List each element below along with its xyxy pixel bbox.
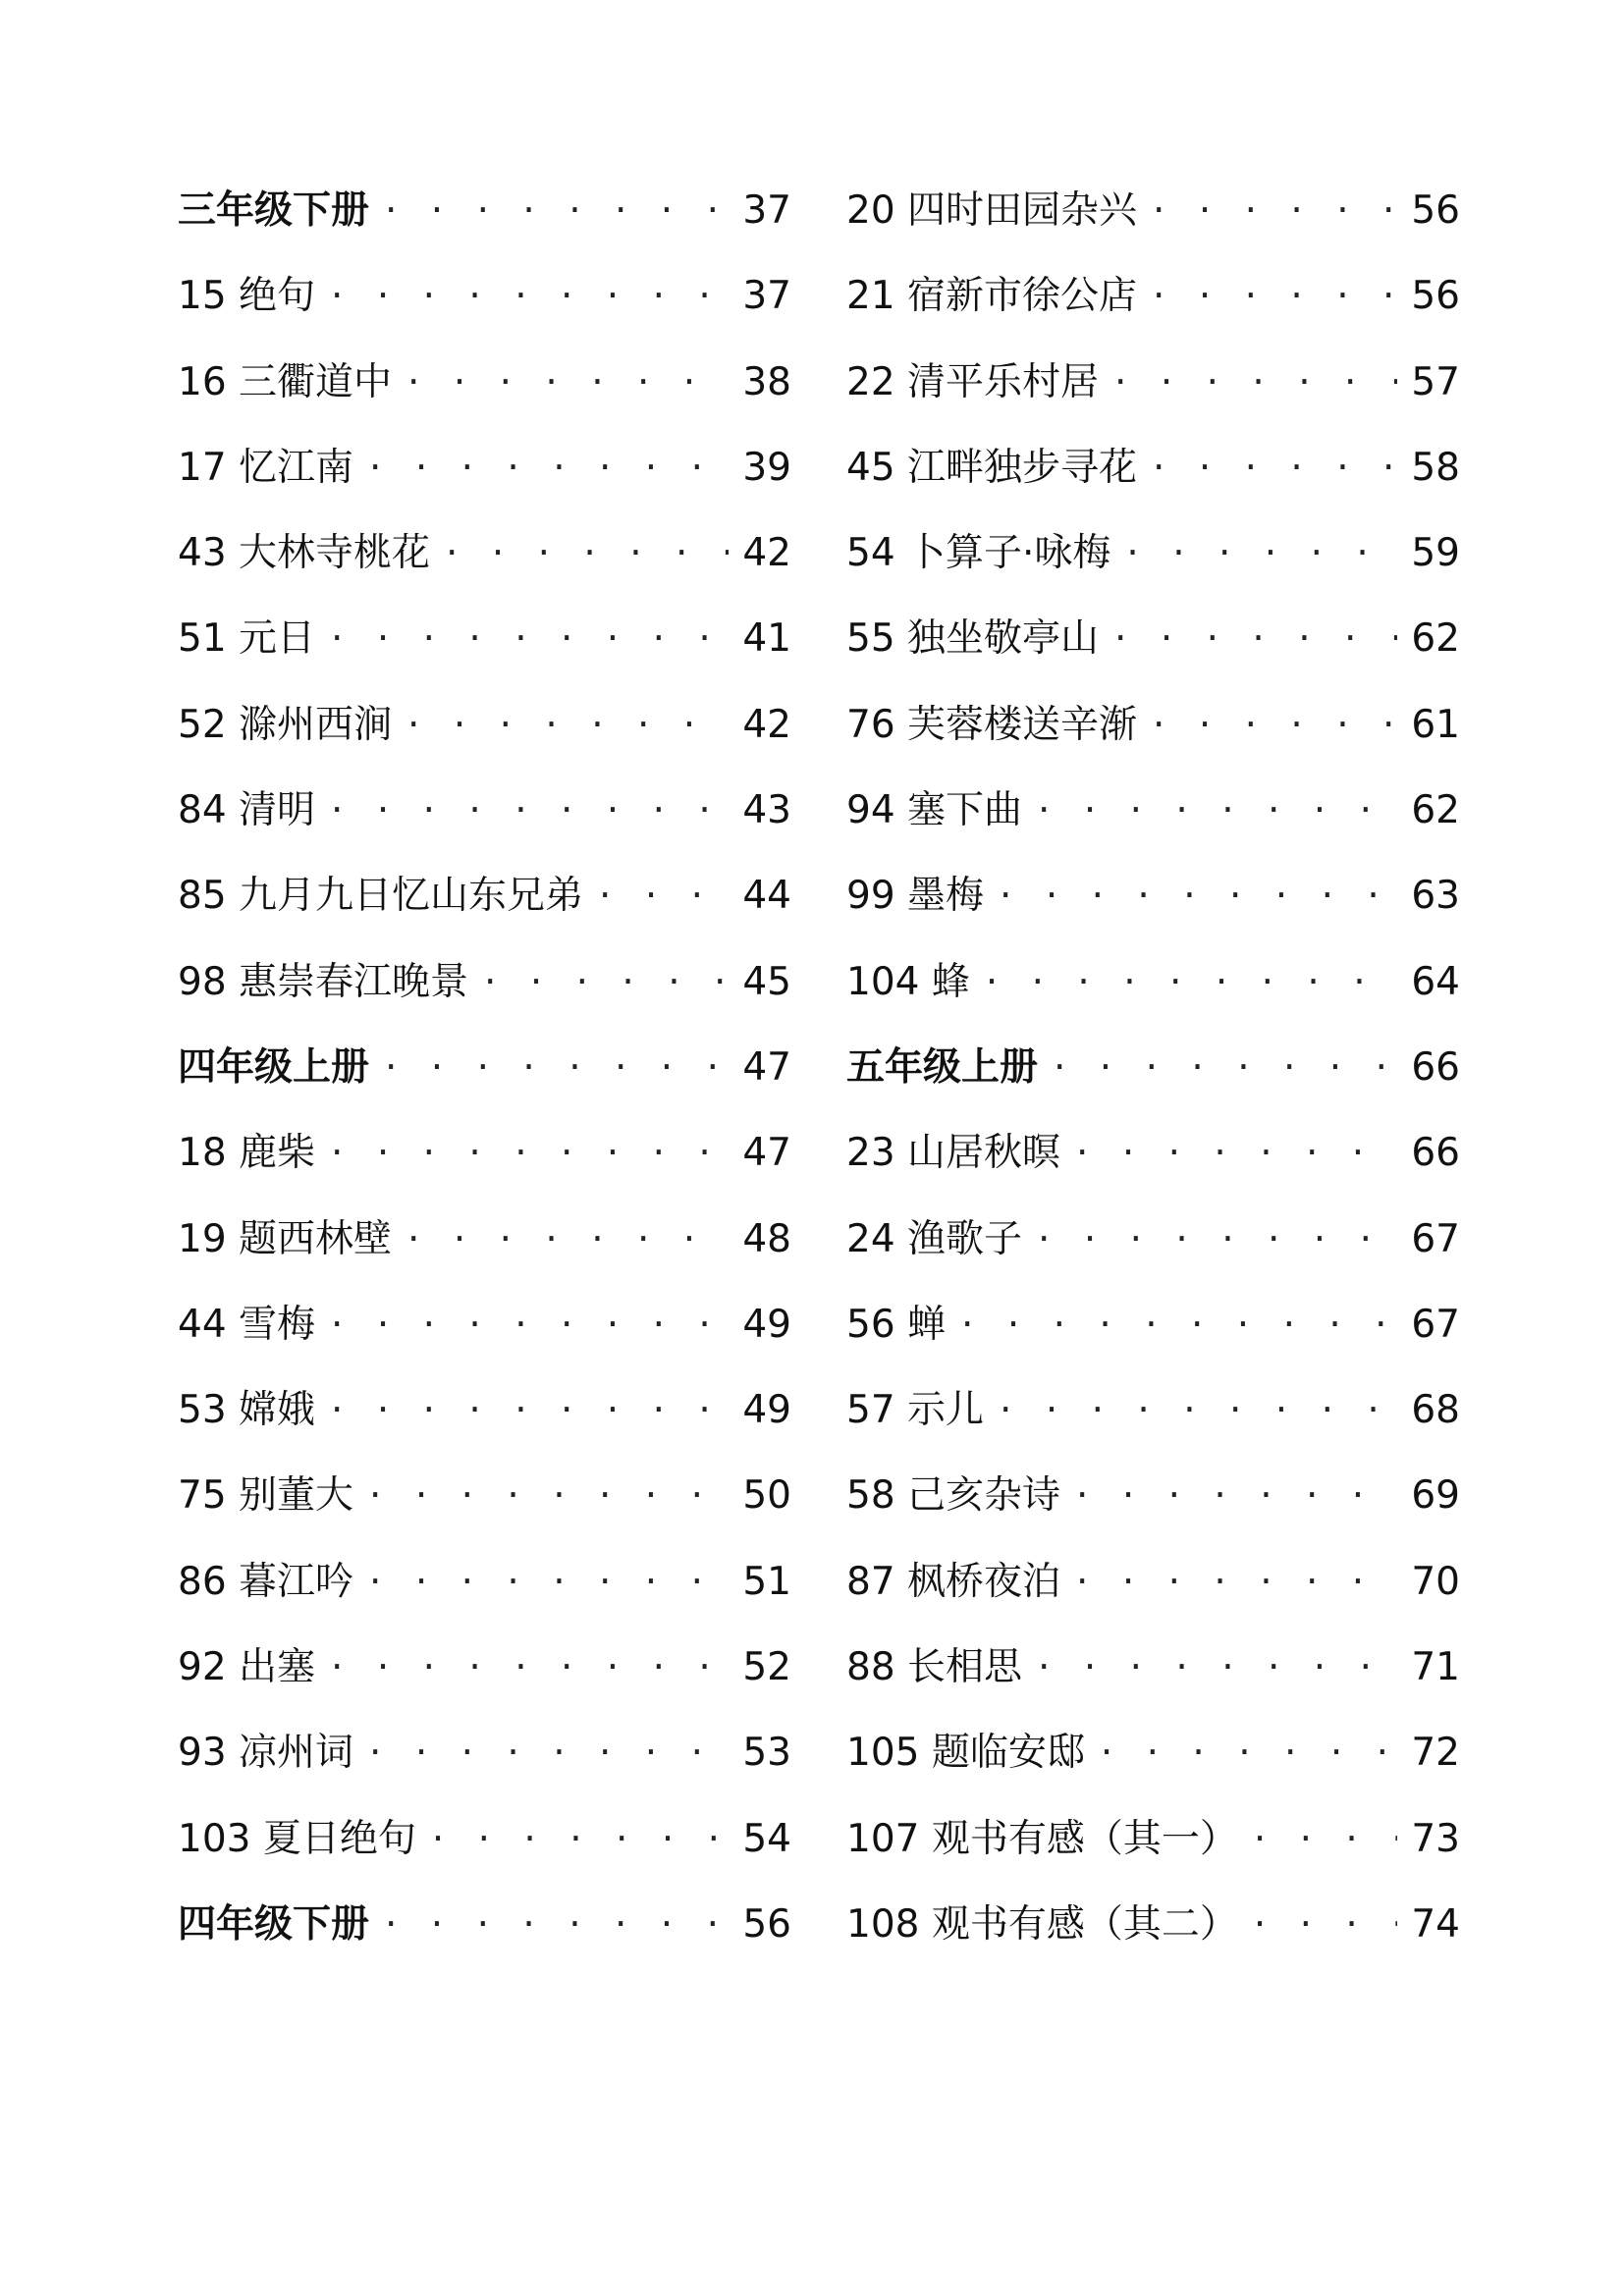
toc-entry[interactable] <box>178 1388 791 1476</box>
toc-entry[interactable] <box>846 531 1460 619</box>
toc-page-number: 66 <box>1411 1131 1460 1176</box>
toc-page-number: 56 <box>742 1901 791 1947</box>
toc-dot-leader <box>407 363 729 401</box>
toc-entry-title: 75 别董大 <box>178 1473 354 1519</box>
toc-entry[interactable] <box>846 445 1460 534</box>
toc-entry-title: 19 题西林壁 <box>178 1216 393 1261</box>
toc-entry-title: 15 绝句 <box>178 274 316 319</box>
toc-entry-title: 24 渔歌子 <box>846 1216 1023 1261</box>
toc-entry[interactable] <box>178 359 791 449</box>
toc-page-number: 61 <box>1411 702 1460 747</box>
toc-dot-leader <box>1076 1476 1397 1515</box>
toc-entry-title: 104 蜂 <box>846 959 970 1004</box>
toc-entry[interactable] <box>178 1131 791 1219</box>
toc-dot-leader <box>986 963 1398 1001</box>
toc-page-number: 71 <box>1411 1645 1460 1690</box>
toc-page-number: 38 <box>742 359 791 404</box>
toc-entry-title: 四年级下册 <box>178 1901 370 1947</box>
toc-entry[interactable] <box>178 1216 791 1306</box>
toc-page-number: 44 <box>742 874 791 919</box>
toc-dot-leader <box>331 1134 729 1172</box>
toc-entry[interactable] <box>178 788 791 877</box>
toc-page-number: 67 <box>1411 1302 1460 1347</box>
toc-page-number: 49 <box>742 1388 791 1433</box>
toc-page-number: 58 <box>1411 445 1460 490</box>
toc-dot-leader <box>385 1905 729 1944</box>
toc-entry[interactable] <box>846 702 1460 791</box>
toc-entry-title: 108 观书有感（其二） <box>846 1901 1238 1947</box>
toc-entry-title: 86 暮江吟 <box>178 1559 354 1604</box>
toc-entry-title: 92 出塞 <box>178 1645 316 1690</box>
toc-entry-title: 三年级下册 <box>178 188 370 233</box>
toc-page-number: 37 <box>742 188 791 233</box>
toc-entry-title: 103 夏日绝句 <box>178 1816 416 1861</box>
toc-page-number: 37 <box>742 274 791 319</box>
toc-page-number: 52 <box>742 1645 791 1690</box>
toc-dot-leader <box>1153 449 1397 487</box>
toc-dot-leader <box>369 1563 729 1601</box>
toc-page-number: 64 <box>1411 959 1460 1004</box>
toc-page-number: 68 <box>1411 1388 1460 1433</box>
toc-dot-leader <box>1254 1905 1398 1944</box>
toc-entry-title: 四年级上册 <box>178 1044 370 1090</box>
toc-entry-title: 52 滁州西涧 <box>178 702 393 747</box>
toc-dot-leader <box>1000 877 1397 915</box>
toc-page-number: 62 <box>1411 616 1460 662</box>
toc-entry[interactable] <box>178 1473 791 1562</box>
toc-page-number: 41 <box>742 616 791 662</box>
toc-entry-title: 51 元日 <box>178 616 316 662</box>
toc-entry[interactable] <box>178 874 791 962</box>
toc-dot-leader <box>1153 191 1397 230</box>
toc-entry[interactable] <box>178 1731 791 1819</box>
toc-page-number: 45 <box>742 959 791 1004</box>
toc-entry-title: 43 大林寺桃花 <box>178 531 431 576</box>
toc-entry[interactable] <box>846 274 1460 362</box>
toc-entry[interactable] <box>846 1131 1460 1219</box>
toc-entry-title: 22 清平乐村居 <box>846 359 1100 404</box>
toc-page-number: 49 <box>742 1302 791 1347</box>
toc-dot-leader <box>331 1648 729 1686</box>
toc-dot-leader <box>961 1306 1397 1344</box>
toc-entry[interactable] <box>846 1901 1460 1991</box>
toc-entry[interactable] <box>846 959 1460 1048</box>
toc-entry-title: 45 江畔独步寻花 <box>846 445 1138 490</box>
toc-entry-title: 21 宿新市徐公店 <box>846 274 1138 319</box>
toc-page-number: 69 <box>1411 1473 1460 1519</box>
toc-entry[interactable] <box>846 874 1460 962</box>
toc-page-number: 73 <box>1411 1816 1460 1861</box>
toc-dot-leader <box>1126 534 1397 572</box>
toc-entry[interactable] <box>846 188 1460 277</box>
toc-page-number: 70 <box>1411 1559 1460 1604</box>
toc-entry[interactable] <box>846 1473 1460 1562</box>
toc-page-number: 47 <box>742 1131 791 1176</box>
toc-entry-title: 88 长相思 <box>846 1645 1023 1690</box>
toc-entry[interactable] <box>178 702 791 791</box>
toc-entry[interactable] <box>846 616 1460 705</box>
toc-dot-leader <box>331 791 729 829</box>
toc-entry[interactable] <box>846 1302 1460 1391</box>
toc-entry[interactable] <box>178 1559 791 1648</box>
toc-entry-title: 55 独坐敬亭山 <box>846 616 1100 662</box>
toc-dot-leader <box>1153 277 1397 315</box>
toc-dot-leader <box>599 877 729 915</box>
toc-dot-leader <box>1101 1734 1398 1772</box>
toc-page-number: 57 <box>1411 359 1460 404</box>
toc-column-left <box>178 188 791 1991</box>
toc-entry-title: 76 芙蓉楼送辛渐 <box>846 702 1138 747</box>
toc-entry[interactable] <box>178 445 791 534</box>
toc-entry-title: 93 凉州词 <box>178 1731 354 1776</box>
toc-entry-title: 98 惠崇春江晚景 <box>178 959 469 1004</box>
toc-entry-title: 94 塞下曲 <box>846 788 1023 833</box>
toc-page-number: 39 <box>742 445 791 490</box>
toc-entry[interactable] <box>178 616 791 705</box>
toc-dot-leader <box>369 1734 729 1772</box>
toc-page-number: 53 <box>742 1731 791 1776</box>
toc-entry-title: 56 蝉 <box>846 1302 947 1347</box>
toc-entry[interactable] <box>846 788 1460 877</box>
toc-dot-leader <box>385 191 729 230</box>
toc-entry[interactable] <box>178 274 791 362</box>
toc-page-number: 51 <box>742 1559 791 1604</box>
toc-entry-title: 44 雪梅 <box>178 1302 316 1347</box>
toc-dot-leader <box>1038 791 1397 829</box>
toc-dot-leader <box>1153 706 1397 744</box>
toc-dot-leader <box>1076 1134 1397 1172</box>
toc-entry-title: 23 山居秋暝 <box>846 1131 1061 1176</box>
toc-entry[interactable] <box>846 1559 1460 1648</box>
toc-dot-leader <box>1076 1563 1397 1601</box>
toc-page-number: 66 <box>1411 1044 1460 1090</box>
toc-dot-leader <box>385 1048 729 1087</box>
toc-dot-leader <box>432 1820 730 1858</box>
toc-entry-title: 84 清明 <box>178 788 316 833</box>
toc-dot-leader <box>1000 1391 1397 1429</box>
toc-dot-leader <box>331 277 729 315</box>
toc-dot-leader <box>331 1306 729 1344</box>
toc-page-number: 56 <box>1411 274 1460 319</box>
toc-entry-title: 99 墨梅 <box>846 874 985 919</box>
toc-entry[interactable] <box>178 531 791 619</box>
toc-entry-title: 53 嫦娥 <box>178 1388 316 1433</box>
toc-dot-leader <box>407 706 729 744</box>
toc-entry-title: 85 九月九日忆山东兄弟 <box>178 874 584 919</box>
toc-dot-leader <box>1114 619 1397 658</box>
toc-dot-leader <box>1114 363 1397 401</box>
toc-entry[interactable] <box>846 1816 1460 1905</box>
toc-entry-title: 58 己亥杂诗 <box>846 1473 1061 1519</box>
toc-page-number: 47 <box>742 1044 791 1090</box>
toc-page-number: 59 <box>1411 531 1460 576</box>
toc-entry[interactable] <box>846 1645 1460 1734</box>
toc-section-heading[interactable] <box>846 1044 1460 1134</box>
toc-entry-title: 20 四时田园杂兴 <box>846 188 1138 233</box>
toc-entry[interactable] <box>846 1388 1460 1476</box>
toc-entry-title: 18 鹿柴 <box>178 1131 316 1176</box>
toc-entry-title: 17 忆江南 <box>178 445 354 490</box>
toc-page-number: 63 <box>1411 874 1460 919</box>
toc-page-number: 48 <box>742 1216 791 1261</box>
toc-column-right <box>846 188 1460 1991</box>
toc-dot-leader <box>484 963 729 1001</box>
toc-entry[interactable] <box>178 1816 791 1905</box>
toc-page-number: 74 <box>1411 1901 1460 1947</box>
toc-entry[interactable] <box>178 959 791 1048</box>
toc-page-number: 43 <box>742 788 791 833</box>
toc-page-number: 42 <box>742 531 791 576</box>
toc-entry[interactable] <box>178 1645 791 1734</box>
toc-dot-leader <box>1038 1648 1397 1686</box>
toc-page-number: 72 <box>1411 1731 1460 1776</box>
toc-dot-leader <box>1038 1220 1397 1258</box>
toc-page-number: 56 <box>1411 188 1460 233</box>
toc-dot-leader <box>1254 1820 1398 1858</box>
toc-entry-title: 57 示儿 <box>846 1388 985 1433</box>
toc-section-heading[interactable] <box>178 1901 791 1991</box>
toc-dot-leader <box>369 449 729 487</box>
toc-dot-leader <box>331 1391 729 1429</box>
toc-entry-title: 107 观书有感（其一） <box>846 1816 1238 1861</box>
toc-entry-title: 16 三衢道中 <box>178 359 393 404</box>
toc-dot-leader <box>407 1220 729 1258</box>
toc-entry[interactable] <box>846 1731 1460 1819</box>
toc-page-number: 54 <box>742 1816 791 1861</box>
toc-entry-title: 54 卜算子·咏梅 <box>846 531 1111 576</box>
toc-dot-leader <box>1054 1048 1397 1087</box>
toc-section-heading[interactable] <box>178 188 791 277</box>
toc-page-number: 67 <box>1411 1216 1460 1261</box>
toc-entry-title: 105 题临安邸 <box>846 1731 1085 1776</box>
toc-entry-title: 五年级上册 <box>846 1044 1039 1090</box>
toc-page-number: 62 <box>1411 788 1460 833</box>
toc-page-number: 50 <box>742 1473 791 1519</box>
toc-entry[interactable] <box>178 1302 791 1391</box>
toc-dot-leader <box>331 619 729 658</box>
toc-dot-leader <box>369 1476 729 1515</box>
toc-entry[interactable] <box>846 359 1460 449</box>
toc-entry[interactable] <box>846 1216 1460 1306</box>
toc-page-number: 42 <box>742 702 791 747</box>
toc-entry-title: 87 枫桥夜泊 <box>846 1559 1061 1604</box>
toc-section-heading[interactable] <box>178 1044 791 1134</box>
toc-dot-leader <box>446 534 729 572</box>
